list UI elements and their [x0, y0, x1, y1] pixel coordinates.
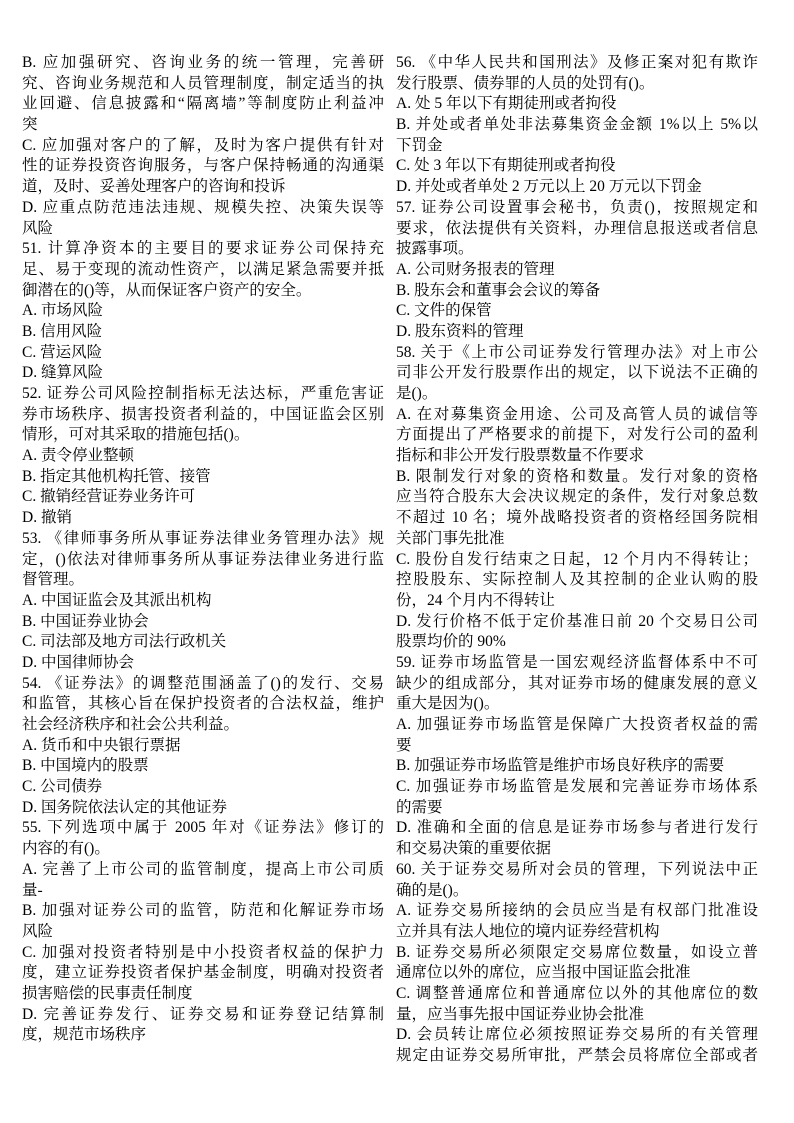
question-60-option-a	[396, 901, 758, 942]
question-56-stem-line: 56. 《中华人民共和国刑法》及修正案对犯有欺诈	[396, 54, 758, 71]
question-55-option-c-line: 度，建立证券投资者保护基金制度，明确对投资者	[22, 964, 384, 982]
question-59-option-d	[396, 818, 758, 859]
question-58-stem-line: 58. 关于《上市公司证券发行管理办法》对上市公	[396, 343, 758, 361]
question-52-option-d	[22, 508, 384, 529]
question-60-option-b	[396, 943, 758, 984]
question-51-option-d-line: D. 缝算风险	[22, 364, 103, 382]
question-54-option-c	[22, 777, 384, 798]
question-55-option-a-line: A. 完善了上市公司的监管制度，提高上市公司质	[22, 860, 384, 878]
question-55-stem-line: 内容的有()。	[22, 840, 110, 858]
question-54-stem	[22, 674, 384, 736]
question-60-option-c	[396, 984, 758, 1025]
question-52-option-a	[22, 446, 384, 467]
question-55-option-b-line: B. 加强对证券公司的监管，防范和化解证券市场	[22, 902, 384, 920]
question-59-option-c-line: 的需要	[396, 798, 443, 816]
question-55-option-d	[22, 1005, 384, 1046]
question-60-option-a-line: 立并具有法人地位的境内证券经营机构	[396, 922, 660, 940]
question-50-option-d	[22, 198, 384, 239]
question-56-option-c	[396, 156, 758, 177]
question-51-option-b-line: B. 信用风险	[22, 322, 103, 340]
question-55-option-d-line: D. 完善证券发行、证券交易和证券登记结算制	[22, 1005, 384, 1023]
question-54-option-b-line: B. 中国境内的股票	[22, 757, 149, 775]
question-59-stem-line: 重大是因为()。	[396, 695, 500, 713]
question-59-option-b-line: B. 加强证券市场监管是维护市场良好秩序的需要	[396, 757, 725, 775]
question-57-stem-line: 要求，依法提供有关资料，办理信息报送或者信息	[396, 219, 758, 237]
question-60-stem	[396, 860, 758, 901]
question-58-option-a-line: 指标和非公开发行股票数量不作要求	[396, 447, 645, 465]
question-58-option-d-line: 股票均价的 90%	[396, 633, 506, 651]
question-51-stem-line: 御潜在的()等，从而保证客户资产的安全。	[22, 281, 312, 299]
question-53-stem-line: 督管理。	[22, 571, 85, 589]
question-58-option-d-line: D. 发行价格不低于定价基准日前 20 个交易日公司	[396, 612, 758, 630]
question-51-option-c	[22, 343, 384, 364]
question-56-option-d-line: D. 并处或者单处 2 万元以上 20 万元以下罚金	[396, 178, 702, 196]
question-52-stem-line: 券市场秩序、损害投资者利益的，中国证监会区别	[22, 405, 384, 423]
question-51-option-a-line: A. 市场风险	[22, 302, 103, 320]
question-54-option-c-line: C. 公司债券	[22, 778, 103, 796]
question-51-option-d	[22, 363, 384, 384]
question-50-option-b	[22, 53, 384, 136]
question-58-option-a-line: 方面提出了严格要求的前提下，对发行公司的盈利	[396, 426, 758, 444]
question-51-option-c-line: C. 营运风险	[22, 343, 103, 361]
question-57-option-c-line: C. 文件的保管	[396, 302, 492, 320]
question-54-option-a-line: A. 货币和中央银行票据	[22, 736, 181, 754]
question-57-option-b-line: B. 股东会和董事会会议的筹备	[396, 281, 601, 299]
question-54-stem-line: 54. 《证券法》的调整范围涵盖了()的发行、交易	[22, 674, 384, 692]
question-54-option-a	[22, 736, 384, 757]
question-58-option-c	[396, 550, 758, 612]
question-53-option-c-line: C. 司法部及地方司法行政机关	[22, 633, 227, 651]
question-60-option-d-line: 规定由证券交易所审批，严禁会员将席位全部或者	[396, 1047, 758, 1064]
question-58-stem-line: 是()。	[396, 385, 438, 402]
question-53-option-b	[22, 612, 384, 633]
question-53-option-c	[22, 632, 384, 653]
question-56-option-d	[396, 177, 758, 198]
right-column	[396, 53, 758, 1067]
question-59-option-c	[396, 777, 758, 818]
question-53-option-a-line: A. 中国证监会及其派出机构	[22, 591, 212, 609]
question-56-option-b-line: B. 并处或者单处非法募集资金金额 1%以上 5%以	[396, 116, 758, 134]
question-56-option-b	[396, 115, 758, 156]
question-53-option-b-line: B. 中国证券业协会	[22, 612, 149, 630]
question-54-option-d	[22, 798, 384, 819]
question-54-option-d-line: D. 国务院依法认定的其他证券	[22, 798, 227, 816]
question-60-stem-line: 确的是()。	[396, 881, 469, 899]
question-56-option-b-line: 下罚金	[396, 136, 443, 154]
question-52-option-c	[22, 487, 384, 508]
question-52-stem	[22, 384, 384, 446]
question-59-option-c-line: C. 加强证券市场监管是发展和完善证券市场体系	[396, 778, 758, 796]
question-56-option-c-line: C. 处 3 年以下有期徒刑或者拘役	[396, 157, 616, 175]
question-59-option-a-line: 要	[396, 736, 412, 754]
question-50-option-b-line: 业回避、信息披露和“隔离墙”等制度防止利益冲	[22, 95, 384, 113]
question-57-option-d	[396, 322, 758, 343]
question-57-option-c	[396, 301, 758, 322]
question-54-stem-line: 社会经济秩序和社会公共利益。	[22, 716, 240, 733]
question-56-option-a-line: A. 处 5 年以下有期徒刑或者拘役	[396, 95, 617, 113]
question-60-option-a-line: A. 证券交易所接纳的会员应当是有权部门批准设	[396, 902, 758, 920]
question-58-option-a	[396, 405, 758, 467]
question-58-stem	[396, 343, 758, 405]
question-53-option-d-line: D. 中国律师协会	[22, 653, 134, 671]
question-55-stem	[22, 818, 384, 859]
question-58-option-b-line: 关部门事先批准	[396, 529, 505, 547]
question-58-option-a-line: A. 在对募集资金用途、公司及高管人员的诚信等	[396, 405, 758, 423]
question-59-stem	[396, 653, 758, 715]
question-50-option-c-line: C. 应加强对客户的了解，及时为客户提供有针对	[22, 136, 384, 154]
question-55-option-a-line: 量-	[22, 881, 43, 899]
question-60-stem-line: 60. 关于证券交易所对会员的管理，下列说法中正	[396, 860, 758, 878]
question-51-stem	[22, 239, 384, 301]
question-53-stem	[22, 529, 384, 591]
question-50-option-b-line: 究、咨询业务规范和人员管理制度，制定适当的执	[22, 74, 384, 92]
question-55-stem-line: 55. 下列选项中属于 2005 年对《证券法》修订的	[22, 819, 384, 837]
question-60-option-b-line: B. 证券交易所必须限定交易席位数量，如设立普	[396, 943, 758, 961]
question-54-option-b	[22, 756, 384, 777]
question-50-option-b-line: 突	[22, 116, 38, 134]
question-55-option-d-line: 度，规范市场秩序	[22, 1026, 147, 1044]
question-58-option-c-line: 份，24 个月内不得转让	[396, 591, 555, 609]
question-59-option-a-line: A. 加强证券市场监管是保障广大投资者权益的需	[396, 716, 758, 733]
question-60-option-c-line: 量，应当事先报中国证券业协会批准	[396, 1005, 645, 1023]
question-55-option-b-line: 风险	[22, 922, 54, 940]
question-58-option-b-line: 应当符合股东大会决议规定的条件，发行对象总数	[396, 488, 758, 506]
question-51-stem-line: 51. 计算净资本的主要目的要求证券公司保持充	[22, 240, 384, 258]
question-55-option-c	[22, 943, 384, 1005]
question-57-stem-line: 57. 证券公司设置事会秘书，负责()，按照规定和	[396, 198, 758, 216]
question-50-option-c	[22, 136, 384, 198]
question-59-option-d-line: 和交易决策的重要依据	[396, 840, 552, 858]
question-50-option-d-line: 风险	[22, 219, 54, 237]
question-60-option-b-line: 通席位以外的席位，应当报中国证监会批准	[396, 964, 691, 982]
question-50-option-d-line: D. 应重点防范违法违规、规模失控、决策失误等	[22, 198, 384, 216]
question-58-option-d	[396, 612, 758, 653]
question-57-option-a-line: A. 公司财务报表的管理	[396, 260, 555, 278]
question-60-option-d-line: D. 会员转让席位必须按照证券交易所的有关管理	[396, 1026, 758, 1044]
question-57-stem	[396, 198, 758, 260]
question-59-option-d-line: D. 准确和全面的信息是证券市场参与者进行发行	[396, 819, 758, 837]
question-53-stem-line: 定，()依法对律师事务所从事证券法律业务进行监	[22, 550, 384, 568]
question-57-option-d-line: D. 股东资料的管理	[396, 322, 524, 340]
question-56-stem-line: 发行股票、债券罪的人员的处罚有()。	[396, 74, 655, 92]
question-58-option-c-line: C. 股份自发行结束之日起，12 个月内不得转让；	[396, 550, 758, 568]
question-50-option-c-line: 性的证券投资咨询服务，与客户保持畅通的沟通渠	[22, 157, 384, 175]
question-59-option-b	[396, 756, 758, 777]
question-60-option-d	[396, 1025, 758, 1066]
question-52-option-a-line: A. 责令停业整顿	[22, 447, 134, 465]
question-56-stem	[396, 53, 758, 94]
question-60-option-c-line: C. 调整普通席位和普通席位以外的其他席位的数	[396, 984, 758, 1002]
question-52-option-b	[22, 467, 384, 488]
question-55-option-c-line: 损害赔偿的民事责任制度	[22, 984, 193, 1002]
question-53-stem-line: 53. 《律师事务所从事证券法律业务管理办法》规	[22, 529, 384, 547]
question-51-option-b	[22, 322, 384, 343]
question-52-option-b-line: B. 指定其他机构托管、接管	[22, 467, 211, 485]
question-57-option-b	[396, 281, 758, 302]
question-52-option-d-line: D. 撤销	[22, 509, 72, 527]
question-57-stem-line: 披露事项。	[396, 240, 474, 258]
question-58-stem-line: 司非公开发行股票作出的规定，以下说法不正确的	[396, 364, 758, 382]
left-column	[22, 53, 384, 1046]
question-50-option-c-line: 道，及时、妥善处理客户的咨询和投诉	[22, 178, 286, 196]
question-54-stem-line: 和监管，其核心旨在保护投资者的合法权益，维护	[22, 695, 384, 713]
question-52-stem-line: 52. 证券公司风险控制指标无法达标，严重危害证	[22, 385, 384, 402]
question-52-stem-line: 情形，可对其采取的措施包括()。	[22, 426, 250, 444]
question-57-option-a	[396, 260, 758, 281]
question-55-option-c-line: C. 加强对投资者特别是中小投资者权益的保护力	[22, 943, 384, 961]
question-58-option-c-line: 控股股东、实际控制人及其控制的企业认购的股	[396, 571, 758, 589]
question-58-option-b-line: 不超过 10 名；境外战略投资者的资格经国务院相	[396, 509, 758, 527]
question-51-option-a	[22, 301, 384, 322]
question-51-stem-line: 足、易于变现的流动性资产，以满足紧急需要并抵	[22, 260, 384, 278]
question-56-option-a	[396, 94, 758, 115]
question-50-option-b-line: B. 应加强研究、咨询业务的统一管理，完善研	[22, 54, 384, 71]
question-58-option-b	[396, 467, 758, 550]
question-59-option-a	[396, 715, 758, 756]
question-55-option-b	[22, 901, 384, 942]
question-53-option-a	[22, 591, 384, 612]
question-52-option-c-line: C. 撤销经营证券业务许可	[22, 488, 196, 506]
question-53-option-d	[22, 653, 384, 674]
question-55-option-a	[22, 860, 384, 901]
question-59-stem-line: 缺少的组成部分，其对证券市场的健康发展的意义	[396, 674, 758, 692]
question-59-stem-line: 59. 证券市场监管是一国宏观经济监督体系中不可	[396, 653, 758, 671]
question-58-option-b-line: B. 限制发行对象的资格和数量。发行对象的资格	[396, 467, 758, 485]
